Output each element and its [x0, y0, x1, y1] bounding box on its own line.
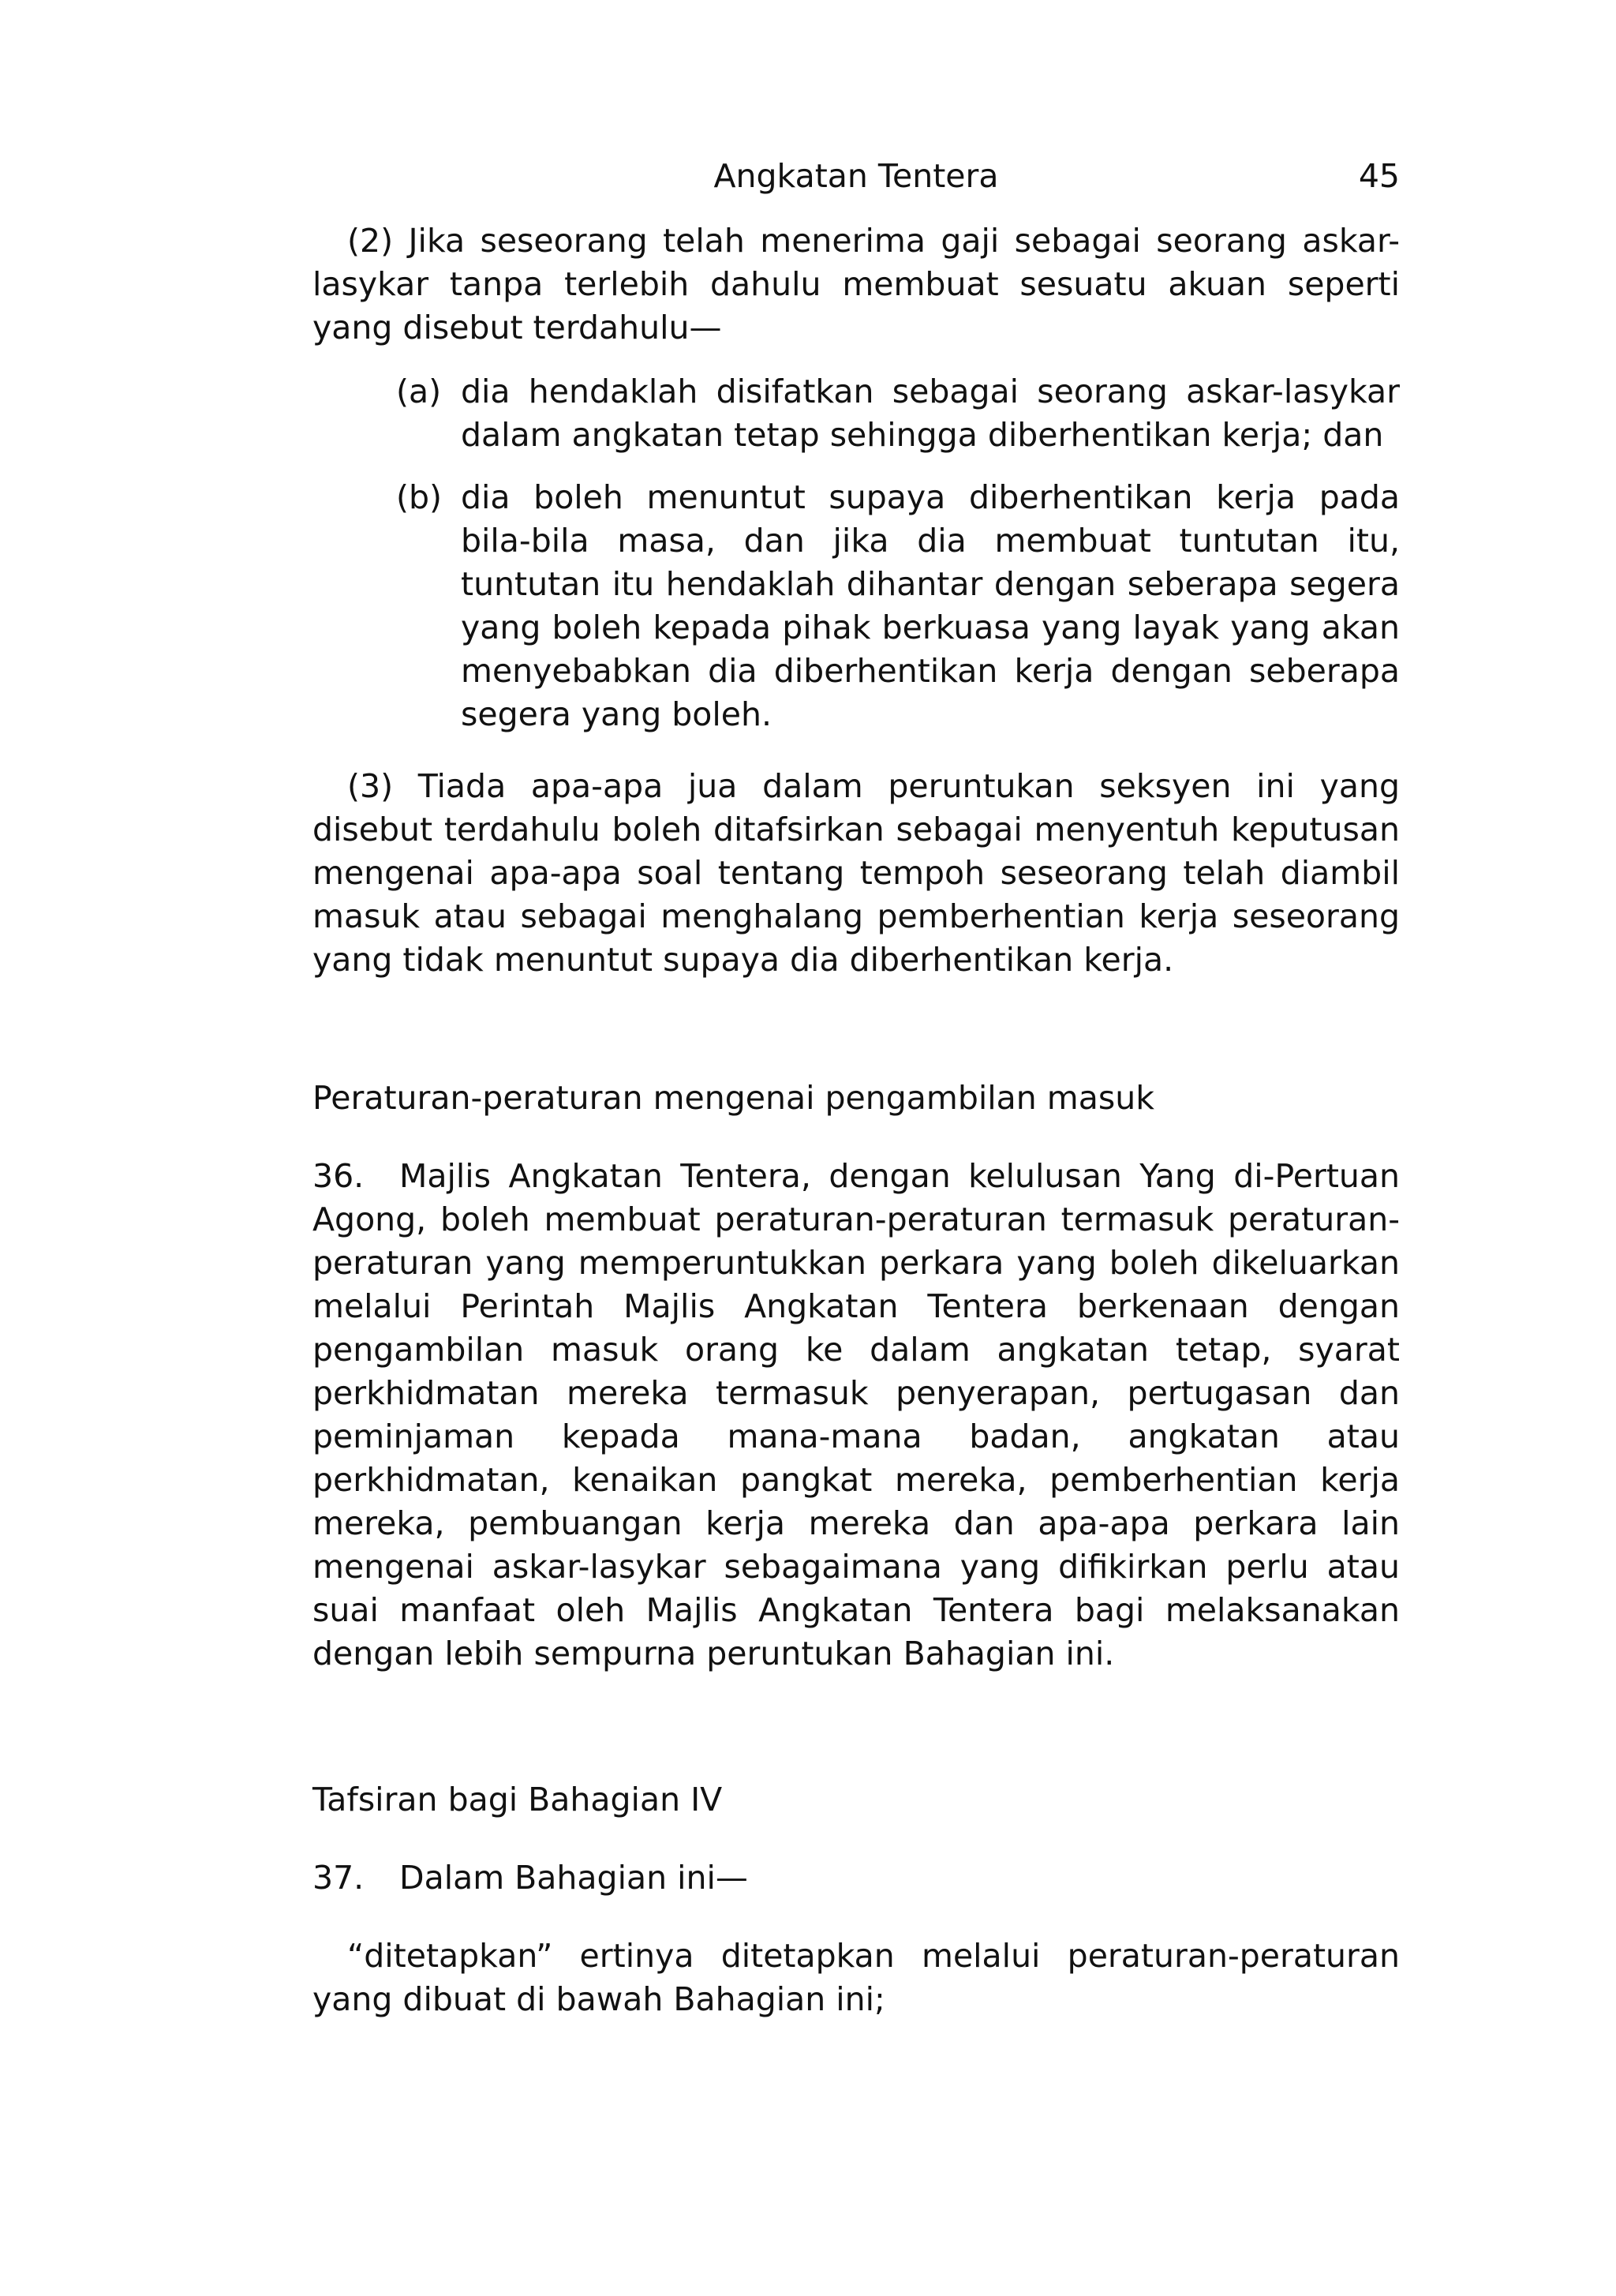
subsection-2-item-b [396, 476, 1400, 736]
section-37-body [312, 1856, 1400, 1900]
subsection-2-text: (2) Jika seseorang telah menerima gaji sebagai seorang askar-lasykar tanpa terlebih dahulu membuat sesuatu akuan seperti yang disebut terdahulu— [312, 222, 1400, 346]
item-label-b: (b) [396, 478, 443, 516]
item-text-b: dia boleh menuntut supaya diberhentikan kerja pada bila-bila masa, dan jika dia membuat tuntutan itu, tuntutan itu hendaklah dihantar dengan seberapa segera yang boleh kepada pihak berkuasa yang layak yang akan menyebabkan dia diberhentikan kerja dengan seberapa segera yang boleh. [461, 478, 1400, 733]
document-page [312, 155, 1400, 2021]
item-label-a: (a) [396, 373, 442, 410]
definition-ditetapkan: “ditetapkan” ertinya ditetapkan melalui peraturan-peraturan yang dibuat di bawah Bahagian ini; [312, 1937, 1400, 2018]
item-text-a: dia hendaklah disifatkan sebagai seorang askar-lasykar dalam angkatan tetap sehingga diberhentikan kerja; dan [461, 373, 1400, 454]
section-36-text: Majlis Angkatan Tentera, dengan kelulusan Yang di-Pertuan Agong, boleh membuat peraturan-peraturan termasuk peraturan-peraturan yang memperuntukkan perkara yang boleh dikeluarkan melalui Perintah Majlis Angkatan Tentera berkenaan dengan pengambilan masuk orang ke dalam angkatan tetap, syarat perkhidmatan mereka termasuk penyerapan, pertugasan dan peminjaman kepada mana-mana badan, angkatan atau perkhidmatan, kenaikan pangkat mereka, pemberhentian kerja mereka, pembuangan kerja mereka dan apa-apa perkara lain mengenai askar-lasykar sebagaimana yang difikirkan perlu atau suai manfaat oleh Majlis Angkatan Tentera bagi melaksanakan dengan lebih sempurna peruntukan Bahagian ini. [312, 1157, 1400, 1672]
section-36-body [312, 1155, 1400, 1676]
section-37-heading: Tafsiran bagi Bahagian IV [312, 1781, 723, 1818]
section-36-number: 36. [312, 1157, 365, 1195]
running-title: Angkatan Tentera [713, 157, 999, 195]
subsection-3-text: (3) Tiada apa-apa jua dalam peruntukan seksyen ini yang disebut terdahulu boleh ditafsirkan sebagai menyentuh keputusan mengenai apa-apa soal tentang tempoh seseorang telah diambil masuk atau sebagai menghalang pemberhentian kerja seseorang yang tidak menuntut supaya dia diberhentikan kerja. [312, 767, 1400, 979]
page-number: 45 [1358, 157, 1400, 195]
section-36-heading: Peraturan-peraturan mengenai pengambilan masuk [312, 1079, 1154, 1117]
section-37-text: Dalam Bahagian ini— [399, 1859, 748, 1897]
running-header [312, 155, 1400, 210]
subsection-2-item-a [396, 370, 1400, 457]
section-37-number: 37. [312, 1859, 365, 1897]
